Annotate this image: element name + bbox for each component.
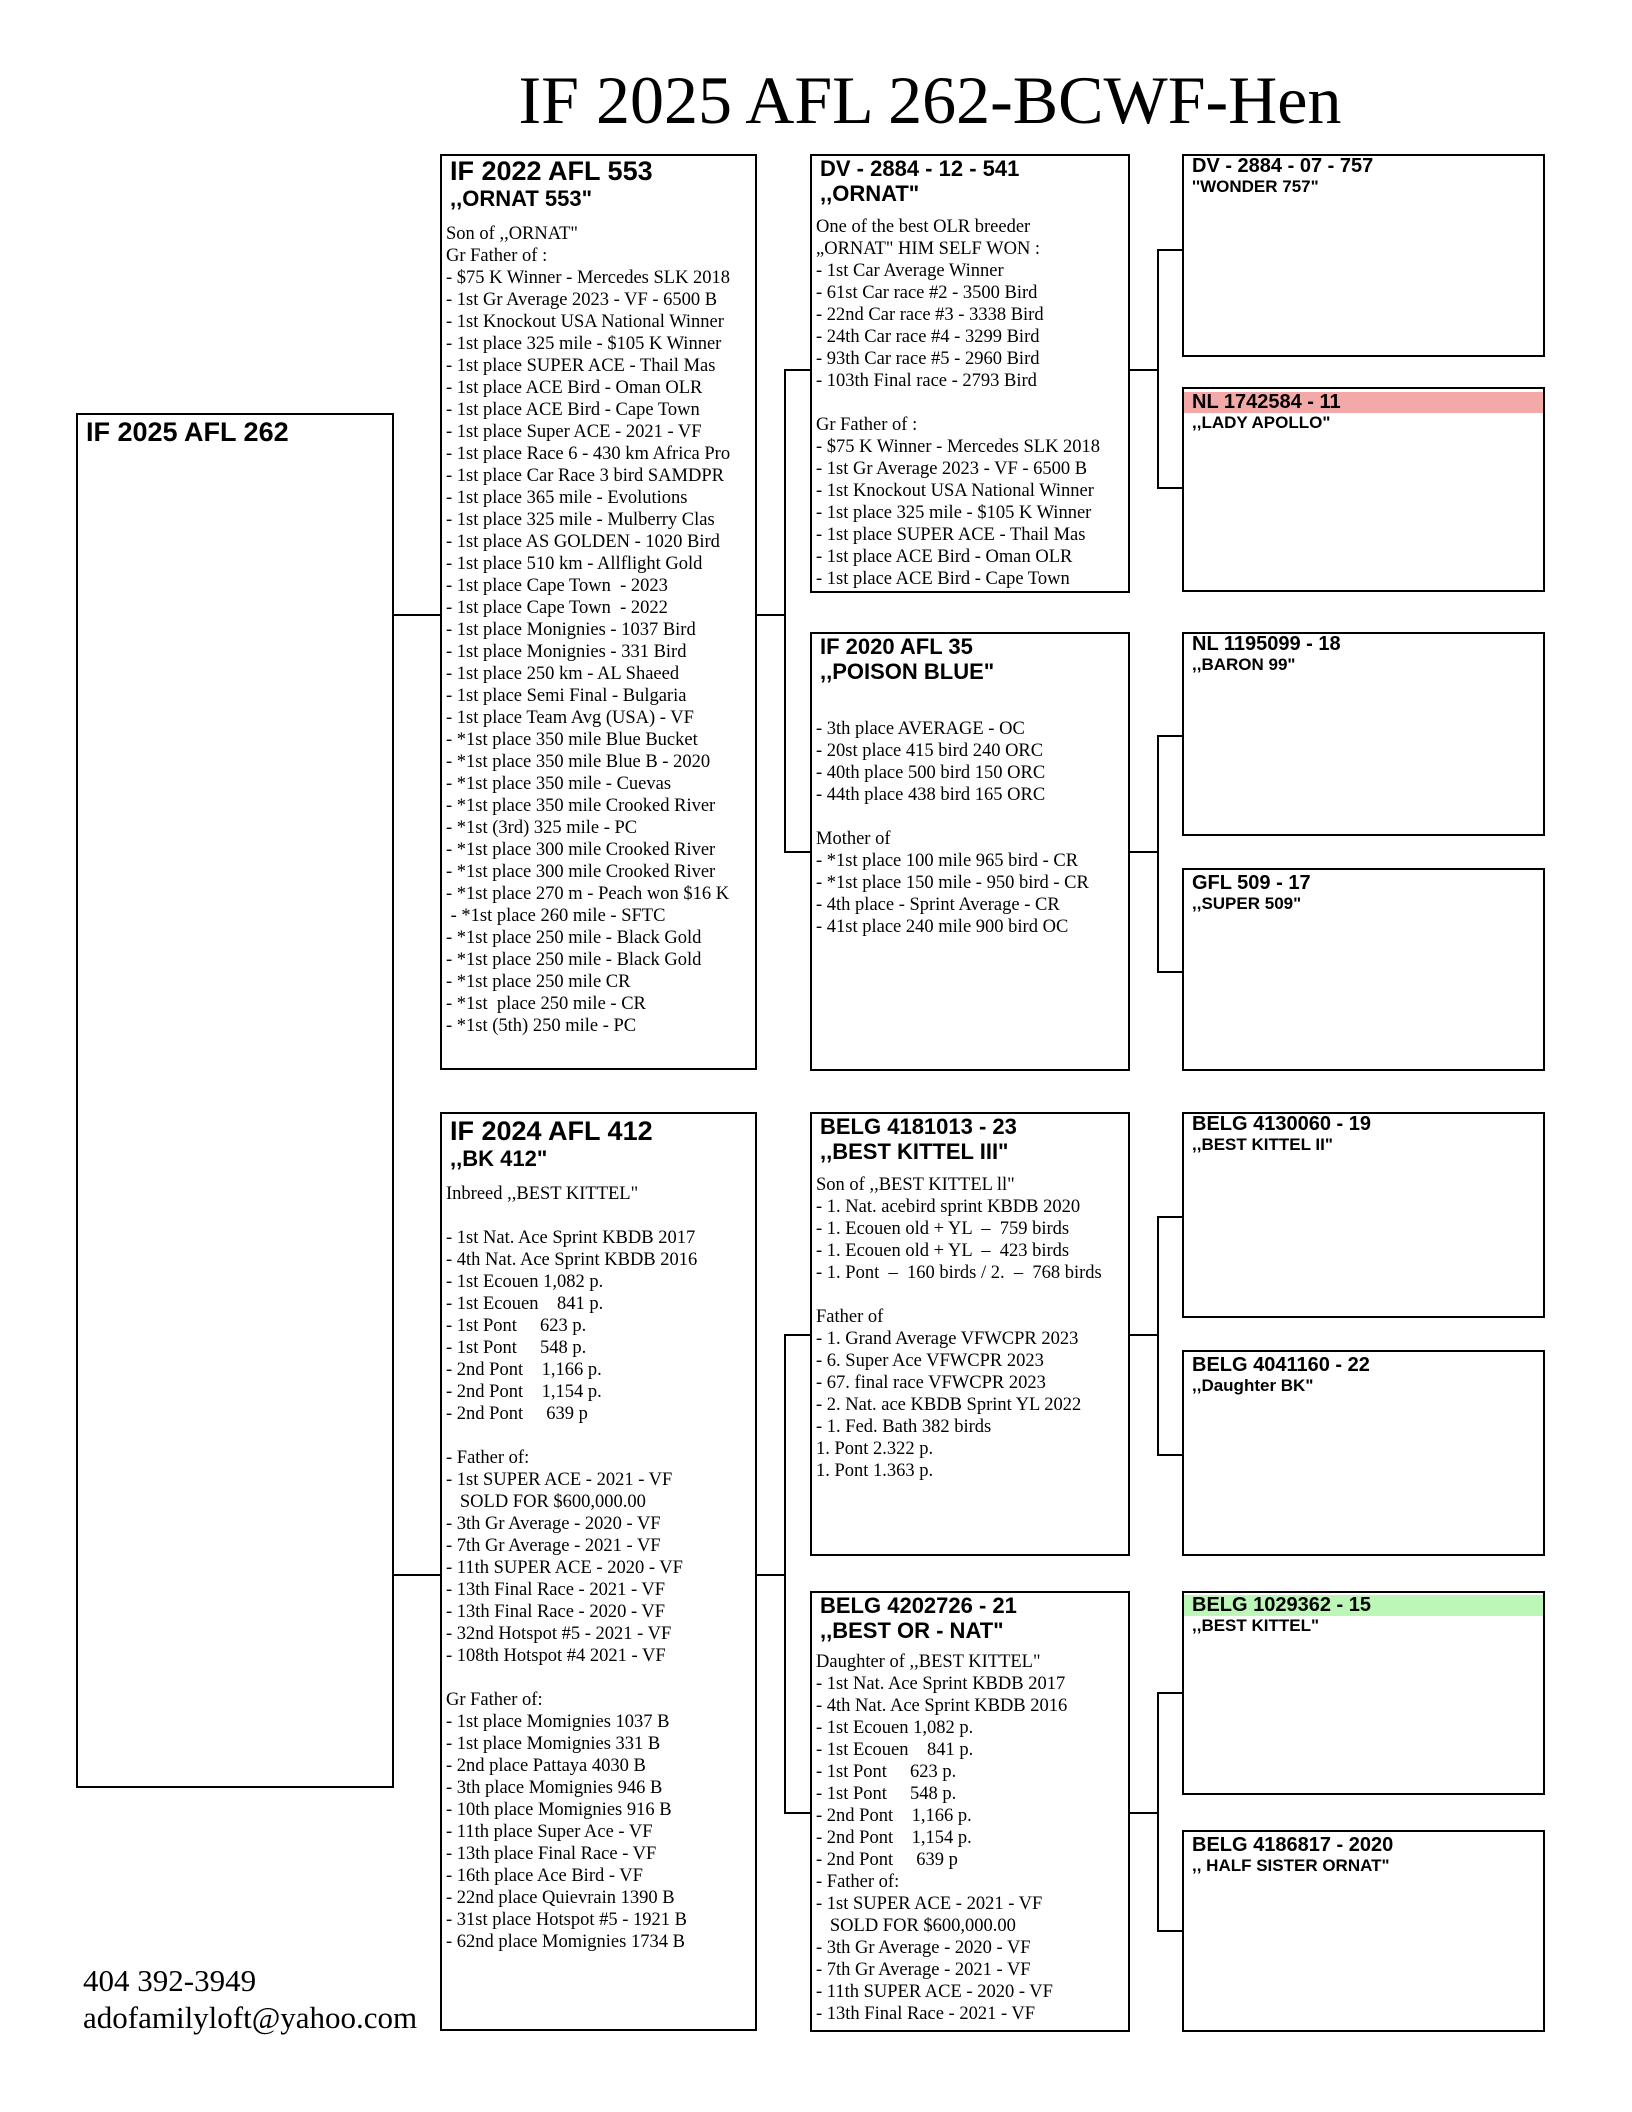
performance-line: - 7th Gr Average - 2021 - VF: [446, 1536, 661, 1556]
dam-box: [440, 1112, 757, 2031]
sire-dam-box: [810, 632, 1130, 1071]
sire-box: [440, 154, 757, 1070]
connector-line: [1130, 851, 1158, 853]
performance-line: [816, 392, 1124, 414]
performance-line: - 1st place Semi Final - Bulgaria: [446, 686, 687, 706]
performance-line: - $75 K Winner - Mercedes SLK 2018: [446, 268, 731, 288]
sire-sire-name: ,,ORNAT": [820, 181, 920, 206]
performance-line: - 3th place AVERAGE - OC: [816, 719, 1025, 739]
ancestor-8-ring: BELG 4186817 - 2020: [1192, 1834, 1394, 1856]
performance-line: - 1st place Monignies - 1037 Bird: [446, 620, 696, 640]
performance-line: - 1st place Race 6 - 430 km Africa Pro: [446, 444, 731, 464]
performance-line: - 13th Final Race - 2020 - VF: [446, 1602, 666, 1622]
performance-line: One of the best OLR breeder: [816, 217, 1031, 237]
performance-line: - *1st place 250 mile - Black Gold: [446, 928, 702, 948]
performance-line: - 67. final race VFWCPR 2023: [816, 1373, 1046, 1393]
ancestor-5-name: ,,BEST KITTEL II": [1192, 1135, 1333, 1154]
performance-line: - *1st place 350 mile Blue Bucket: [446, 730, 698, 750]
performance-line: - 61st Car race #2 - 3500 Bird: [816, 283, 1038, 303]
performance-line: - 1st Nat. Ace Sprint KBDB 2017: [446, 1228, 696, 1248]
performance-line: - 2nd Pont 639 p: [816, 1850, 958, 1870]
performance-line: 1. Pont 1.363 p.: [816, 1461, 934, 1481]
performance-line: - *1st place 250 mile - Black Gold: [446, 950, 702, 970]
performance-line: - 1st Pont 623 p.: [816, 1762, 957, 1782]
connector-line: [784, 1812, 810, 1814]
dam-performance: [442, 1183, 755, 1953]
performance-line: - 1st Gr Average 2023 - VF - 6500 B: [816, 459, 1088, 479]
sire-dam-name: ,,POISON BLUE": [820, 659, 995, 684]
performance-line: - *1st place 100 mile 965 bird - CR: [816, 851, 1079, 871]
performance-line: - 1st Ecouen 841 p.: [446, 1294, 604, 1314]
performance-line: - 1st place Cape Town - 2023: [446, 576, 668, 596]
connector-line: [394, 614, 440, 616]
performance-line: - 6. Super Ace VFWCPR 2023: [816, 1351, 1044, 1371]
sire-dam-ring: IF 2020 AFL 35: [820, 634, 973, 659]
performance-line: - *1st place 350 mile Crooked River: [446, 796, 716, 816]
performance-line: - $75 K Winner - Mercedes SLK 2018: [816, 437, 1101, 457]
ancestor-box-3: [1182, 632, 1545, 836]
dam-sire-name: ,,BEST KITTEL III": [820, 1139, 1009, 1164]
performance-line: Gr Father of:: [446, 1690, 543, 1710]
ancestor-box-4: [1182, 868, 1545, 1071]
performance-line: - 2nd place Pattaya 4030 B: [446, 1756, 646, 1776]
performance-line: - 1st place Momignies 331 B: [446, 1734, 661, 1754]
performance-line: - 1st Ecouen 1,082 p.: [816, 1718, 974, 1738]
performance-line: - 40th place 500 bird 150 ORC: [816, 763, 1046, 783]
connector-line: [1130, 1334, 1158, 1336]
performance-line: - 2nd Pont 1,166 p.: [446, 1360, 602, 1380]
performance-line: - 1. Grand Average VFWCPR 2023: [816, 1329, 1079, 1349]
performance-line: - 11th SUPER ACE - 2020 - VF: [446, 1558, 683, 1578]
performance-line: - *1st place 350 mile - Cuevas: [446, 774, 672, 794]
performance-line: Mother of: [816, 829, 891, 849]
performance-line: [446, 1205, 751, 1227]
performance-line: - 62nd place Momignies 1734 B: [446, 1932, 685, 1952]
performance-line: - 1st place ACE Bird - Oman OLR: [446, 378, 703, 398]
performance-line: - 4th Nat. Ace Sprint KBDB 2016: [446, 1250, 698, 1270]
performance-line: - *1st place 300 mile Crooked River: [446, 840, 716, 860]
performance-line: - 1st place Monignies - 331 Bird: [446, 642, 687, 662]
performance-line: - 1. Nat. acebird sprint KBDB 2020: [816, 1197, 1081, 1217]
connector-line: [757, 1574, 785, 1576]
performance-line: - 2nd Pont 1,154 p.: [446, 1382, 602, 1402]
dam-dam-name: ,,BEST OR - NAT": [820, 1618, 1004, 1643]
performance-line: - 41st place 240 mile 900 bird OC: [816, 917, 1069, 937]
ancestor-6-name: ,,Daughter BK": [1192, 1376, 1314, 1395]
ancestor-8-name: ,, HALF SISTER ORNAT": [1192, 1856, 1390, 1875]
performance-line: - 1st Knockout USA National Winner: [816, 481, 1094, 501]
performance-line: Gr Father of :: [446, 246, 548, 266]
performance-line: - 1st place Super ACE - 2021 - VF: [446, 422, 702, 442]
connector-line: [1130, 369, 1158, 371]
performance-line: Son of ,,BEST KITTEL ll": [816, 1175, 1015, 1195]
performance-line: - *1st (3rd) 325 mile - PC: [446, 818, 638, 838]
connector-line: [784, 369, 786, 853]
connector-line: [1157, 1454, 1182, 1456]
ancestor-box-2: [1182, 387, 1545, 592]
performance-line: - 1st place 325 mile - $105 K Winner: [446, 334, 722, 354]
performance-line: - 1. Pont – 160 birds / 2. – 768 birds: [816, 1263, 1102, 1283]
ancestor-1-ring: DV - 2884 - 07 - 757: [1192, 155, 1374, 177]
contact-email[interactable]: adofamilyloft@yahoo.com: [83, 2000, 418, 2035]
performance-line: - 1st place 325 mile - $105 K Winner: [816, 503, 1092, 523]
performance-line: - 1st Car Average Winner: [816, 261, 1004, 281]
performance-line: - 1st Ecouen 1,082 p.: [446, 1272, 604, 1292]
performance-line: - 1st Pont 623 p.: [446, 1316, 587, 1336]
connector-line: [1157, 1692, 1159, 1932]
performance-line: - 1. Fed. Bath 382 birds: [816, 1417, 992, 1437]
ancestor-3-ring: NL 1195099 - 18: [1192, 633, 1341, 655]
performance-line: - 13th place Final Race - VF: [446, 1844, 657, 1864]
performance-line: - 13th Final Race - 2021 - VF: [446, 1580, 666, 1600]
performance-line: - 1st Pont 548 p.: [446, 1338, 587, 1358]
ancestor-7-name: ,,BEST KITTEL": [1192, 1616, 1320, 1635]
performance-line: - *1st place 250 mile - CR: [446, 994, 646, 1014]
performance-line: - 3th place Momignies 946 B: [446, 1778, 663, 1798]
sire-ring: IF 2022 AFL 553: [450, 156, 653, 186]
connector-line: [1157, 1216, 1182, 1218]
performance-line: - 1st place ACE Bird - Cape Town: [816, 569, 1070, 589]
contact-info: [83, 1962, 417, 2036]
connector-line: [1157, 1216, 1159, 1456]
performance-line: „ORNAT" HIM SELF WON :: [816, 239, 1041, 259]
performance-line: - 3th Gr Average - 2020 - VF: [816, 1938, 1031, 1958]
performance-line: [816, 1284, 1124, 1306]
performance-line: - 1st Ecouen 841 p.: [816, 1740, 974, 1760]
performance-line: - 1. Ecouen old + YL – 759 birds: [816, 1219, 1070, 1239]
performance-line: - 4th place - Sprint Average - CR: [816, 895, 1060, 915]
performance-line: - 1st place SUPER ACE - Thail Mas: [446, 356, 716, 376]
ancestor-6-ring: BELG 4041160 - 22: [1192, 1354, 1370, 1376]
connector-line: [1157, 971, 1182, 973]
connector-line: [394, 1574, 440, 1576]
connector-line: [1130, 1812, 1158, 1814]
performance-line: - *1st place 270 m - Peach won $16 K: [446, 884, 730, 904]
sire-sire-performance: [812, 216, 1128, 590]
performance-line: - 20st place 415 bird 240 ORC: [816, 741, 1044, 761]
ancestor-box-6: [1182, 1350, 1545, 1556]
performance-line: 1. Pont 2.322 p.: [816, 1439, 934, 1459]
dam-name: ,,BK 412": [450, 1146, 548, 1171]
performance-line: - Father of:: [816, 1872, 900, 1892]
performance-line: - 1st Gr Average 2023 - VF - 6500 B: [446, 290, 718, 310]
connector-line: [784, 1334, 786, 1814]
performance-line: - 1st Knockout USA National Winner: [446, 312, 724, 332]
ancestor-2-name: ,,LADY APOLLO": [1192, 413, 1331, 432]
performance-line: Son of ,,ORNAT": [446, 224, 578, 244]
dam-ring: IF 2024 AFL 412: [450, 1116, 653, 1146]
performance-line: - 22nd place Quievrain 1390 B: [446, 1888, 675, 1908]
performance-line: - 1st place Momignies 1037 B: [446, 1712, 670, 1732]
performance-line: - 2nd Pont 639 p: [446, 1404, 588, 1424]
performance-line: - *1st (5th) 250 mile - PC: [446, 1016, 637, 1036]
connector-line: [784, 369, 810, 371]
subject-ring: IF 2025 AFL 262: [86, 417, 289, 447]
performance-line: - *1st place 250 mile CR: [446, 972, 631, 992]
performance-line: - 11th SUPER ACE - 2020 - VF: [816, 1982, 1053, 2002]
ancestor-2-ring: NL 1742584 - 11: [1184, 392, 1543, 413]
performance-line: [816, 696, 1124, 718]
ancestor-box-5: [1182, 1112, 1545, 1318]
dam-sire-box: [810, 1112, 1130, 1556]
performance-line: - 32nd Hotspot #5 - 2021 - VF: [446, 1624, 672, 1644]
sire-dam-performance: [812, 696, 1128, 938]
performance-line: - 2nd Pont 1,154 p.: [816, 1828, 972, 1848]
performance-line: - 1st place 510 km - Allflight Gold: [446, 554, 703, 574]
performance-line: - *1st place 260 mile - SFTC: [446, 906, 666, 926]
sire-performance: [442, 223, 755, 1037]
performance-line: - 108th Hotspot #4 2021 - VF: [446, 1646, 666, 1666]
connector-line: [1157, 735, 1182, 737]
sire-sire-box: [810, 154, 1130, 593]
performance-line: - 1. Ecouen old + YL – 423 birds: [816, 1241, 1070, 1261]
performance-line: - 1st place Team Avg (USA) - VF: [446, 708, 694, 728]
ancestor-box-8: [1182, 1830, 1545, 2032]
performance-line: - *1st place 300 mile Crooked River: [446, 862, 716, 882]
performance-line: - 1st place ACE Bird - Cape Town: [446, 400, 700, 420]
performance-line: - 31st place Hotspot #5 - 1921 B: [446, 1910, 687, 1930]
performance-line: - 22nd Car race #3 - 3338 Bird: [816, 305, 1044, 325]
dam-dam-ring: BELG 4202726 - 21: [820, 1593, 1017, 1618]
performance-line: - 11th place Super Ace - VF: [446, 1822, 653, 1842]
performance-line: Gr Father of :: [816, 415, 918, 435]
performance-line: [446, 1667, 751, 1689]
performance-line: - 7th Gr Average - 2021 - VF: [816, 1960, 1031, 1980]
connector-line: [1157, 249, 1159, 489]
performance-line: - 10th place Momignies 916 B: [446, 1800, 672, 1820]
dam-dam-box: [810, 1591, 1130, 2032]
performance-line: - 1st place 250 km - AL Shaeed: [446, 664, 680, 684]
performance-line: - 1st place Car Race 3 bird SAMDPR: [446, 466, 724, 486]
ancestor-1-name: ''WONDER 757": [1192, 177, 1319, 196]
performance-line: - 1st Pont 548 p.: [816, 1784, 957, 1804]
ancestor-box-1: [1182, 154, 1545, 357]
performance-line: [446, 1425, 751, 1447]
performance-line: - 1st place Cape Town - 2022: [446, 598, 668, 618]
connector-line: [1157, 249, 1182, 251]
performance-line: SOLD FOR $600,000.00: [446, 1492, 646, 1512]
dam-sire-ring: BELG 4181013 - 23: [820, 1114, 1017, 1139]
sire-name: ,,ORNAT 553": [450, 186, 593, 211]
performance-line: - Father of:: [446, 1448, 530, 1468]
performance-line: - 1st SUPER ACE - 2021 - VF: [816, 1894, 1043, 1914]
performance-line: - 2. Nat. ace KBDB Sprint YL 2022: [816, 1395, 1082, 1415]
connector-line: [784, 1334, 810, 1336]
connector-line: [1157, 1692, 1182, 1694]
connector-line: [757, 614, 785, 616]
connector-line: [784, 851, 810, 853]
performance-line: Daughter of ,,BEST KITTEL": [816, 1652, 1041, 1672]
ancestor-box-7: [1182, 1591, 1545, 1795]
contact-phone: 404 392-3949: [83, 1963, 257, 1998]
performance-line: - 2nd Pont 1,166 p.: [816, 1806, 972, 1826]
sire-sire-ring: DV - 2884 - 12 - 541: [820, 156, 1020, 181]
ancestor-5-ring: BELG 4130060 - 19: [1192, 1113, 1371, 1135]
ancestor-7-ring: BELG 1029362 - 15: [1184, 1595, 1543, 1616]
performance-line: Father of: [816, 1307, 884, 1327]
connector-line: [1157, 735, 1159, 973]
ancestor-3-name: ,,BARON 99": [1192, 655, 1296, 674]
performance-line: - *1st place 150 mile - 950 bird - CR: [816, 873, 1089, 893]
performance-line: - 103th Final race - 2793 Bird: [816, 371, 1037, 391]
subject-box: [76, 413, 394, 1788]
performance-line: - 1st place SUPER ACE - Thail Mas: [816, 525, 1086, 545]
performance-line: - 4th Nat. Ace Sprint KBDB 2016: [816, 1696, 1068, 1716]
performance-line: SOLD FOR $600,000.00: [816, 1916, 1016, 1936]
performance-line: - 44th place 438 bird 165 ORC: [816, 785, 1046, 805]
performance-line: - 1st place AS GOLDEN - 1020 Bird: [446, 532, 720, 552]
pedigree-title: IF 2025 AFL 262-BCWF-Hen: [518, 62, 1342, 138]
performance-line: - 1st place ACE Bird - Oman OLR: [816, 547, 1073, 567]
dam-dam-performance: [812, 1651, 1128, 2025]
performance-line: - 16th place Ace Bird - VF: [446, 1866, 643, 1886]
performance-line: - 1st place 365 mile - Evolutions: [446, 488, 688, 508]
dam-sire-performance: [812, 1174, 1128, 1482]
connector-line: [1157, 487, 1182, 489]
performance-line: Inbreed ,,BEST KITTEL": [446, 1184, 639, 1204]
performance-line: [816, 806, 1124, 828]
performance-line: - 1st Nat. Ace Sprint KBDB 2017: [816, 1674, 1066, 1694]
performance-line: - 1st SUPER ACE - 2021 - VF: [446, 1470, 673, 1490]
performance-line: - 24th Car race #4 - 3299 Bird: [816, 327, 1040, 347]
performance-line: - 93th Car race #5 - 2960 Bird: [816, 349, 1040, 369]
performance-line: - 13th Final Race - 2021 - VF: [816, 2004, 1036, 2024]
connector-line: [1157, 1930, 1182, 1932]
ancestor-4-ring: GFL 509 - 17: [1192, 872, 1311, 894]
performance-line: - 3th Gr Average - 2020 - VF: [446, 1514, 661, 1534]
ancestor-4-name: ,,SUPER 509": [1192, 894, 1302, 913]
performance-line: - *1st place 350 mile Blue B - 2020: [446, 752, 711, 772]
performance-line: - 1st place 325 mile - Mulberry Clas: [446, 510, 715, 530]
